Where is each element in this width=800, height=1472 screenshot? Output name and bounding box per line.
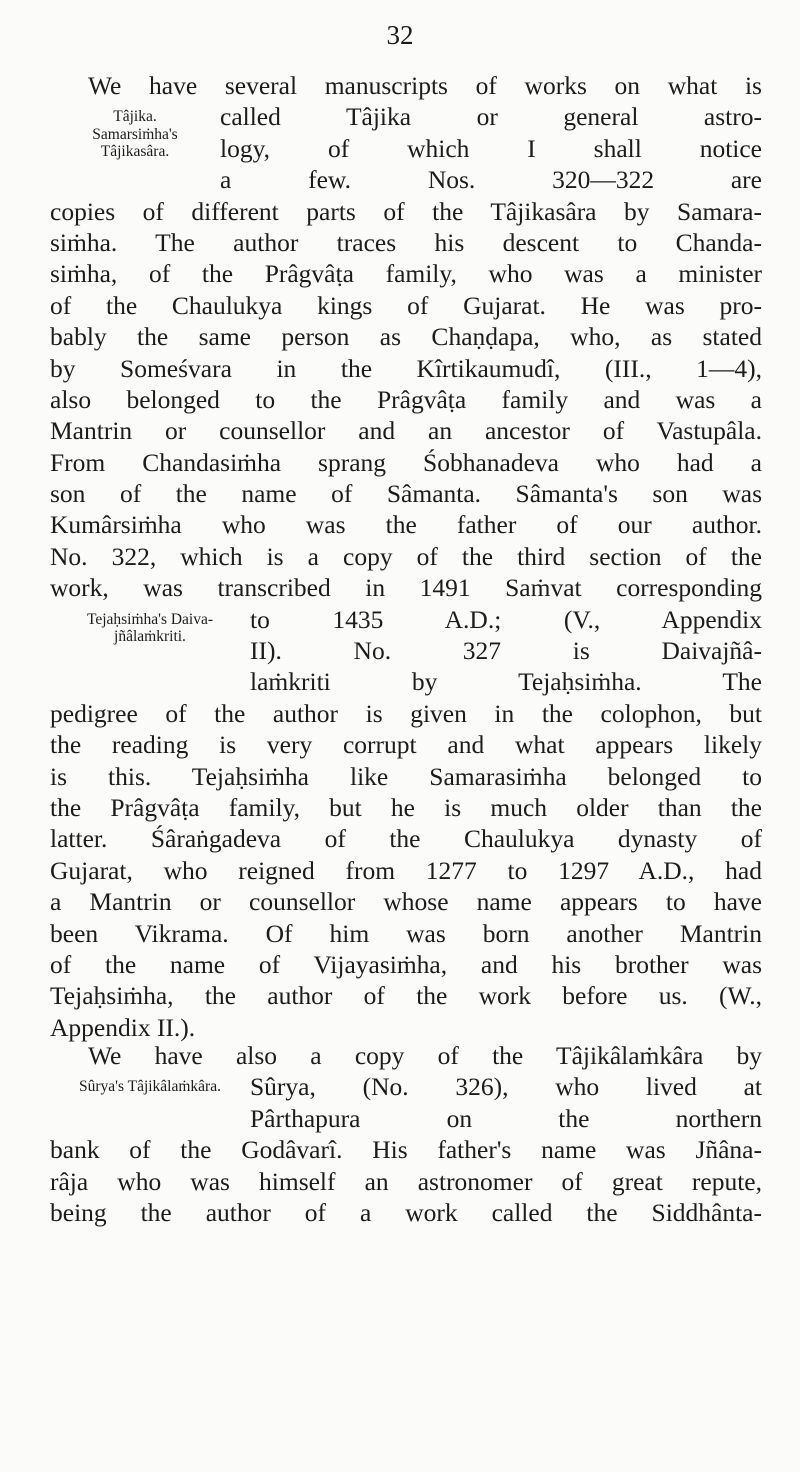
text-line: Sûrya, (No. 326), who lived at [250, 1072, 762, 1102]
text-line: being the author of a work called the Siddhânta- [50, 1197, 762, 1227]
text-line: Appendix II.). [50, 1012, 196, 1042]
text-line: of the name of Vijayasiṁha, and his brother was [50, 949, 762, 979]
margin-note-tajikasara: Tâjika. Samarsiṁha's Tâjikasâra. [92, 108, 178, 161]
margin-note-tajikalamkara: Sûrya's Tâjikâlaṁkâra. [79, 1078, 221, 1096]
text-line: the reading is very corrupt and what appears likely [50, 730, 762, 760]
text-line: latter. Śâraṅgadeva of the Chaulukya dynasty of [50, 824, 762, 854]
text-line: Mantrin or counsellor and an ancestor of Vastupâla. [50, 416, 762, 446]
text-line: Pârthapura on the northern [250, 1103, 762, 1133]
text-line: Kumârsiṁha who was the father of our author. [50, 510, 762, 540]
text-line: We have several manuscripts of works on what is [88, 71, 762, 100]
text-line: called Tâjika or general astro- [220, 102, 762, 132]
text-line: Tejaḥsiṁha, the author of the work before us. (W., [50, 981, 762, 1011]
paragraph-tajikalamkara [50, 1040, 762, 1228]
text-line: II). No. 327 is Daivajñâ- [250, 636, 762, 666]
text-line: a few. Nos. 320—322 are [220, 165, 762, 195]
text-line: From Chandasiṁha sprang Śobhanadeva who had a [50, 447, 762, 477]
page-number: 32 [386, 20, 414, 50]
text-line: siṁha. The author traces his descent to Chanda- [50, 227, 762, 257]
text-line: siṁha, of the Prâgvâṭa family, who was a minister [50, 259, 762, 289]
text-line: by Someśvara in the Kîrtikaumudî, (III., 1—4), [50, 353, 762, 383]
margin-note-daivajnalamkriti: Tejaḥsiṁha's Daiva- jñâlaṁkriti. [86, 610, 214, 646]
side-note-block [50, 604, 762, 698]
text-line: bank of the Godâvarî. His father's name was Jñâna- [50, 1135, 762, 1165]
text-line: pedigree of the author is given in the colophon, but [50, 698, 762, 728]
text-line: copies of different parts of the Tâjikasâra by Samara- [50, 196, 762, 226]
text-line: the Prâgvâṭa family, but he is much older than the [50, 792, 762, 822]
text-line: work, was transcribed in 1491 Saṁvat corresponding [50, 573, 762, 603]
text-line: Gujarat, who reigned from 1277 to 1297 A.D., had [50, 855, 762, 885]
text-line: to 1435 A.D.; (V., Appendix [250, 604, 762, 634]
text-line: son of the name of Sâmanta. Sâmanta's son was [50, 479, 762, 509]
text-line: logy, of which I shall notice [220, 133, 762, 163]
text-line: also belonged to the Prâgvâṭa family and was a [50, 384, 762, 414]
side-note-block [50, 1071, 762, 1134]
text-line: laṁkriti by Tejaḥsiṁha. The [250, 667, 762, 697]
text-line: No. 322, which is a copy of the third section of the [50, 541, 762, 571]
text-line: bably the same person as Chaṇḍapa, who, as stated [50, 322, 762, 352]
text-line: is this. Tejaḥsiṁha like Samarasiṁha belonged to [50, 761, 762, 791]
paragraph-tajika [50, 70, 762, 1043]
text-line: been Vikrama. Of him was born another Mantrin [50, 918, 762, 948]
side-note-block [50, 101, 762, 195]
text-line: We have also a copy of the Tâjikâlaṁkâra by [88, 1041, 762, 1070]
text-line: râja who was himself an astronomer of great repute, [50, 1166, 762, 1196]
text-line: of the Chaulukya kings of Gujarat. He was pro- [50, 290, 762, 320]
text-line: a Mantrin or counsellor whose name appears to have [50, 887, 762, 917]
